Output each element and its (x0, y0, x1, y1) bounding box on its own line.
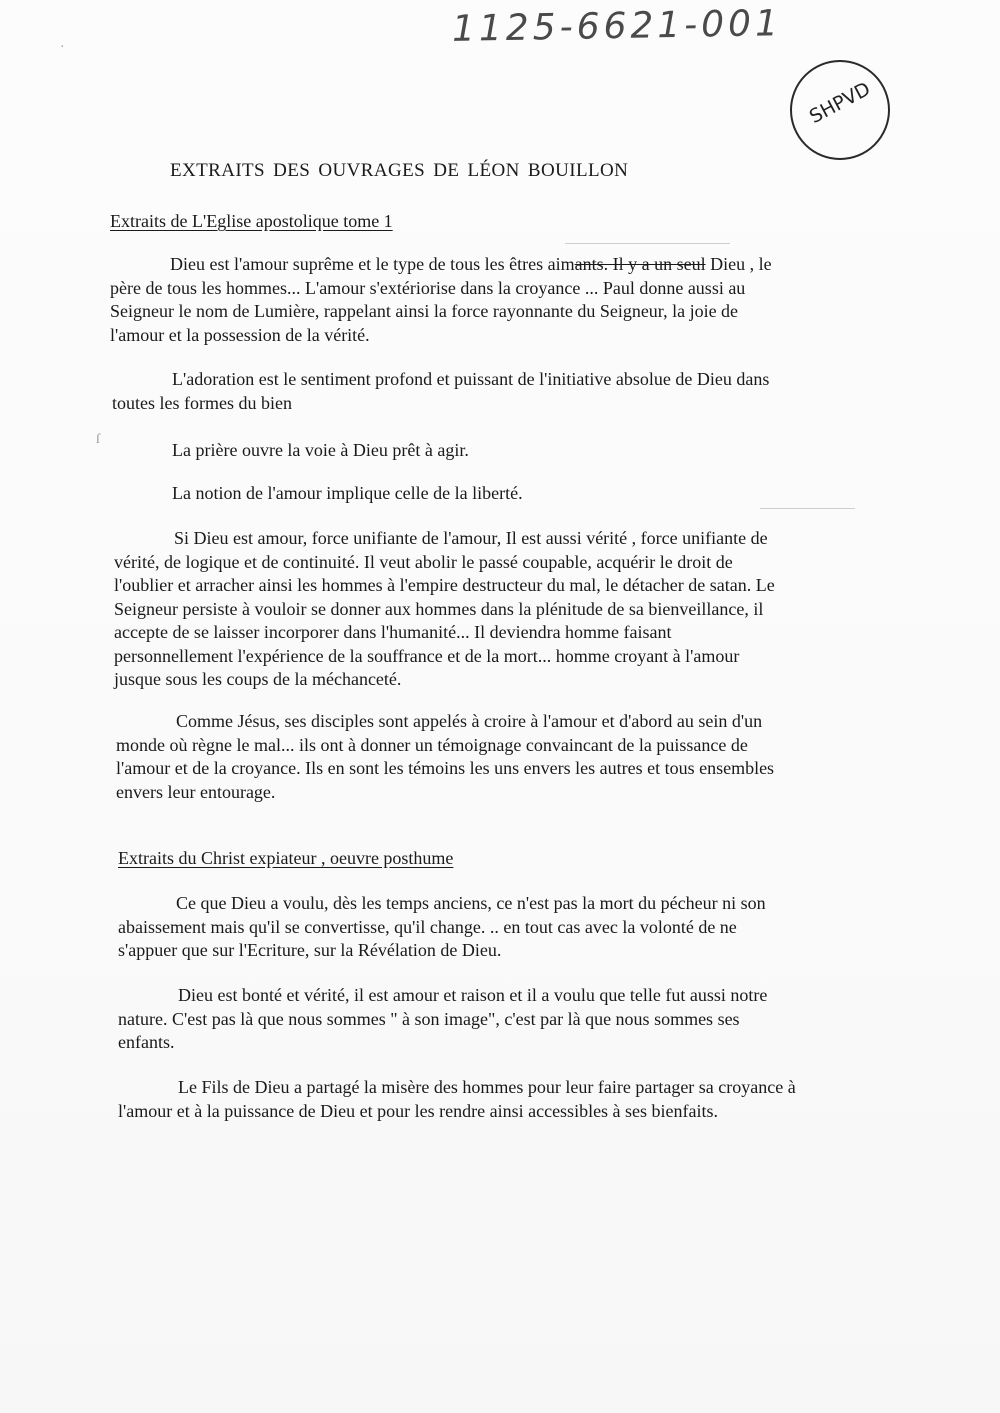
text-line: Seigneur persiste à vouloir se donner aux hommes dans la plénitude de sa bienveillance, il (114, 598, 764, 619)
text-line: s'appuer que sur l'Ecriture, sur la Révélation de Dieu. (118, 940, 502, 960)
text-line: l'oublier et arracher ainsi les hommes à l'empire destructeur du mal, le détacher de satan. Le (114, 575, 775, 595)
section-heading-christ-expiateur: Extraits du Christ expiateur , oeuvre posthume (118, 848, 454, 868)
text-fragment: Dieu , le (705, 254, 772, 274)
text-line: nature. C'est pas là que nous sommes " à son image", c'est par là que nous sommes ses (118, 1008, 740, 1029)
text-line: l'amour et la possession de la vérité. (110, 324, 370, 345)
text-line: Dieu est bonté et vérité, il est amour et raison et il a voulu que telle fut aussi notre (178, 985, 768, 1005)
paragraph (114, 527, 775, 692)
struck-text: ants. Il y a un seul (574, 254, 706, 274)
paragraph (116, 710, 774, 804)
text-line: L'adoration est le sentiment profond et puissant de l'initiative absolue de Dieu dans (172, 369, 770, 389)
text-line: monde où règne le mal... ils ont à donner un témoignage convaincant de la puissance de (116, 734, 748, 755)
faint-pencil-line (760, 508, 855, 509)
text-fragment: Dieu est l'amour suprême et le type de tous les êtres aim (170, 254, 575, 274)
text-line: jusque sous les coups de la méchanceté. (114, 669, 402, 689)
document-title: EXTRAITS DES OUVRAGES DE LÉON BOUILLON (170, 160, 629, 181)
text-line: abaissement mais qu'il se convertisse, qu'il change. .. en tout cas avec la volonté de ne (118, 916, 737, 937)
paragraph (112, 368, 769, 415)
shpvd-stamp (790, 60, 890, 160)
text-line: Le Fils de Dieu a partagé la misère des hommes pour leur faire partager sa croyance à (178, 1077, 796, 1097)
paragraph (172, 482, 523, 506)
paragraph (118, 892, 766, 963)
margin-mark: · (60, 40, 65, 55)
text-line: Comme Jésus, ses disciples sont appelés à croire à l'amour et d'abord au sein d'un (176, 711, 763, 731)
paragraph (118, 1076, 796, 1123)
text-line: accepte de se laisser incorporer dans l'humanité... Il deviendra homme faisant (114, 622, 672, 642)
text-line: La prière ouvre la voie à Dieu prêt à agir. (172, 440, 469, 460)
text-line: La notion de l'amour implique celle de la liberté. (172, 483, 523, 503)
text-line: Si Dieu est amour, force unifiante de l'amour, Il est aussi vérité , force unifiante de (174, 528, 768, 548)
text-line: père de tous les hommes... L'amour s'extériorise dans la croyance ... Paul donne aussi au (110, 277, 746, 298)
text-line: Seigneur le nom de Lumière, rappelant ainsi la force rayonnante du Seigneur, la joie de (110, 301, 739, 321)
text-line: vérité, de logique et de continuité. Il veut abolir le passé coupable, acquérir le droit de (114, 551, 733, 572)
faint-pencil-line (565, 243, 730, 244)
paragraph (110, 253, 772, 347)
handwritten-reference-number: 1125-6621-001 (451, 3, 783, 50)
stamp-text: SHPVD (805, 77, 875, 129)
text-line: Ce que Dieu a voulu, dès les temps anciens, ce n'est pas la mort du pécheur ni son (176, 893, 766, 913)
paragraph (172, 439, 469, 463)
text-line: l'amour et de la croyance. Ils en sont les témoins les uns envers les autres et tous ensembles (116, 758, 775, 778)
text-line: toutes les formes du bien (112, 392, 292, 413)
text-line (110, 253, 772, 277)
margin-mark: ſ (96, 432, 100, 447)
text-line: personnellement l'expérience de la souffrance et de la mort... homme croyant à l'amour (114, 645, 740, 666)
section-heading-eglise-apostolique: Extraits de L'Eglise apostolique tome 1 (110, 211, 393, 231)
text-line: envers leur entourage. (116, 781, 276, 802)
text-line: l'amour et à la puissance de Dieu et pour les rendre ainsi accessibles à ses bienfaits. (118, 1100, 719, 1121)
paragraph (118, 984, 767, 1055)
text-line: enfants. (118, 1032, 175, 1052)
